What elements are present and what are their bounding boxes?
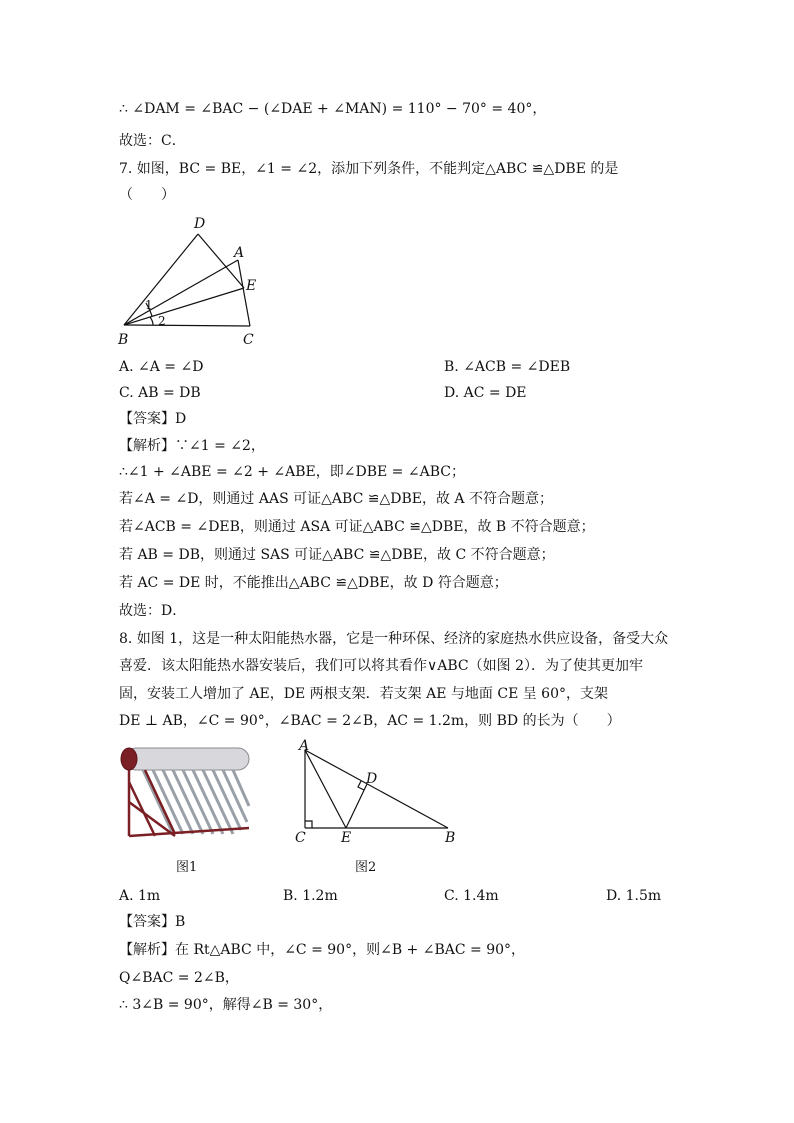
q7-answer: 【答案】D	[119, 411, 187, 427]
question-8-line-1: 8. 如图 1，这是一种太阳能热水器，它是一种环保、经济的家庭热水供应设备，备受大众	[119, 631, 669, 647]
q7-option-b: B. ∠ACB = ∠DEB	[444, 359, 571, 375]
label-d: D	[194, 216, 206, 232]
segment-de	[346, 784, 367, 828]
q7-analysis-7: 故选：D．	[119, 603, 187, 619]
label-c: C	[243, 332, 254, 348]
label-angle-1: 1	[145, 298, 153, 312]
question-8-line-3: 固，安装工人增加了 AE，DE 两根支架．若支架 AE 与地面 CE 呈 60°，支架	[119, 686, 609, 702]
label-e: E	[246, 278, 257, 294]
q8-option-b: B. 1.2m	[283, 888, 338, 904]
q7-analysis-2: ∴∠1 + ∠ABE = ∠2 + ∠ABE，即∠DBE = ∠ABC；	[119, 464, 465, 480]
q7-analysis-3: 若∠A = ∠D，则通过 AAS 可证△ABC ≌△DBE，故 A 不符合题意；	[119, 491, 553, 507]
q8-option-c: C. 1.4m	[444, 888, 499, 904]
label-angle-2: 2	[158, 314, 166, 328]
question-8-line-2: 喜爱．该太阳能热水器安装后，我们可以将其看作∨ABC（如图 2）．为了使其更加牢	[119, 658, 643, 674]
label-a: A	[234, 245, 245, 261]
label-b: B	[118, 332, 129, 348]
right-angle-c	[305, 821, 312, 828]
label-a: A	[299, 738, 310, 754]
q7-analysis-5: 若 AB = DB，则通过 SAS 可证△ABC ≌△DBE，故 C 不符合题意；	[119, 547, 555, 563]
label-c: C	[295, 830, 306, 846]
q8-analysis-1: 【解析】在 Rt△ABC 中，∠C = 90°，则∠B + ∠BAC = 90°，	[119, 942, 526, 958]
label-e: E	[341, 830, 352, 846]
label-d: D	[366, 771, 378, 787]
figure-2-caption: 图2	[355, 860, 377, 875]
segment-bc	[124, 325, 250, 326]
label-b: B	[445, 830, 456, 846]
angle-2-arc	[150, 317, 153, 325]
question-7-stem: 7. 如图，BC = BE，∠1 = ∠2，添加下列条件，不能判定△ABC ≌△DBE 的是	[119, 161, 619, 177]
q7-option-c: C. AB = DB	[119, 385, 201, 401]
solution-line: ∴ ∠DAM = ∠BAC − (∠DAE + ∠MAN) = 110° − 70° = 40°，	[119, 101, 547, 117]
question-8-line-4: DE ⊥ AB，∠C = 90°，∠BAC = 2∠B，AC = 1.2m，则 BD 的长为（ ）	[119, 713, 621, 729]
q7-option-a: A. ∠A = ∠D	[119, 359, 204, 375]
q7-analysis-1: 【解析】∵∠1 = ∠2，	[119, 438, 265, 454]
q7-analysis-6: 若 AC = DE 时，不能推出△ABC ≌△DBE，故 D 符合题意；	[119, 575, 508, 591]
q8-analysis-2: Q∠BAC = 2∠B，	[119, 970, 239, 986]
question-8-figure-2	[290, 738, 465, 850]
q8-option-d: D. 1.5m	[606, 888, 662, 904]
solar-water-heater-image	[115, 742, 255, 842]
q7-option-d: D. AC = DE	[444, 385, 527, 401]
q8-option-a: A. 1m	[119, 888, 161, 904]
question-7-figure	[112, 210, 272, 350]
segment-ba	[124, 260, 238, 325]
segment-bd	[124, 234, 198, 325]
q7-analysis-4: 若∠ACB = ∠DEB，则通过 ASA 可证△ABC ≌△DBE，故 B 不符合题意；	[119, 519, 595, 535]
segment-ab	[305, 750, 448, 828]
q8-analysis-3: ∴ 3∠B = 90°，解得∠B = 30°，	[119, 997, 333, 1013]
solution-choice: 故选：C．	[119, 133, 186, 149]
question-7-blank: （ ）	[119, 187, 175, 203]
q8-answer: 【答案】B	[119, 914, 186, 930]
segment-be	[124, 288, 244, 325]
figure-1-caption: 图1	[176, 860, 198, 875]
